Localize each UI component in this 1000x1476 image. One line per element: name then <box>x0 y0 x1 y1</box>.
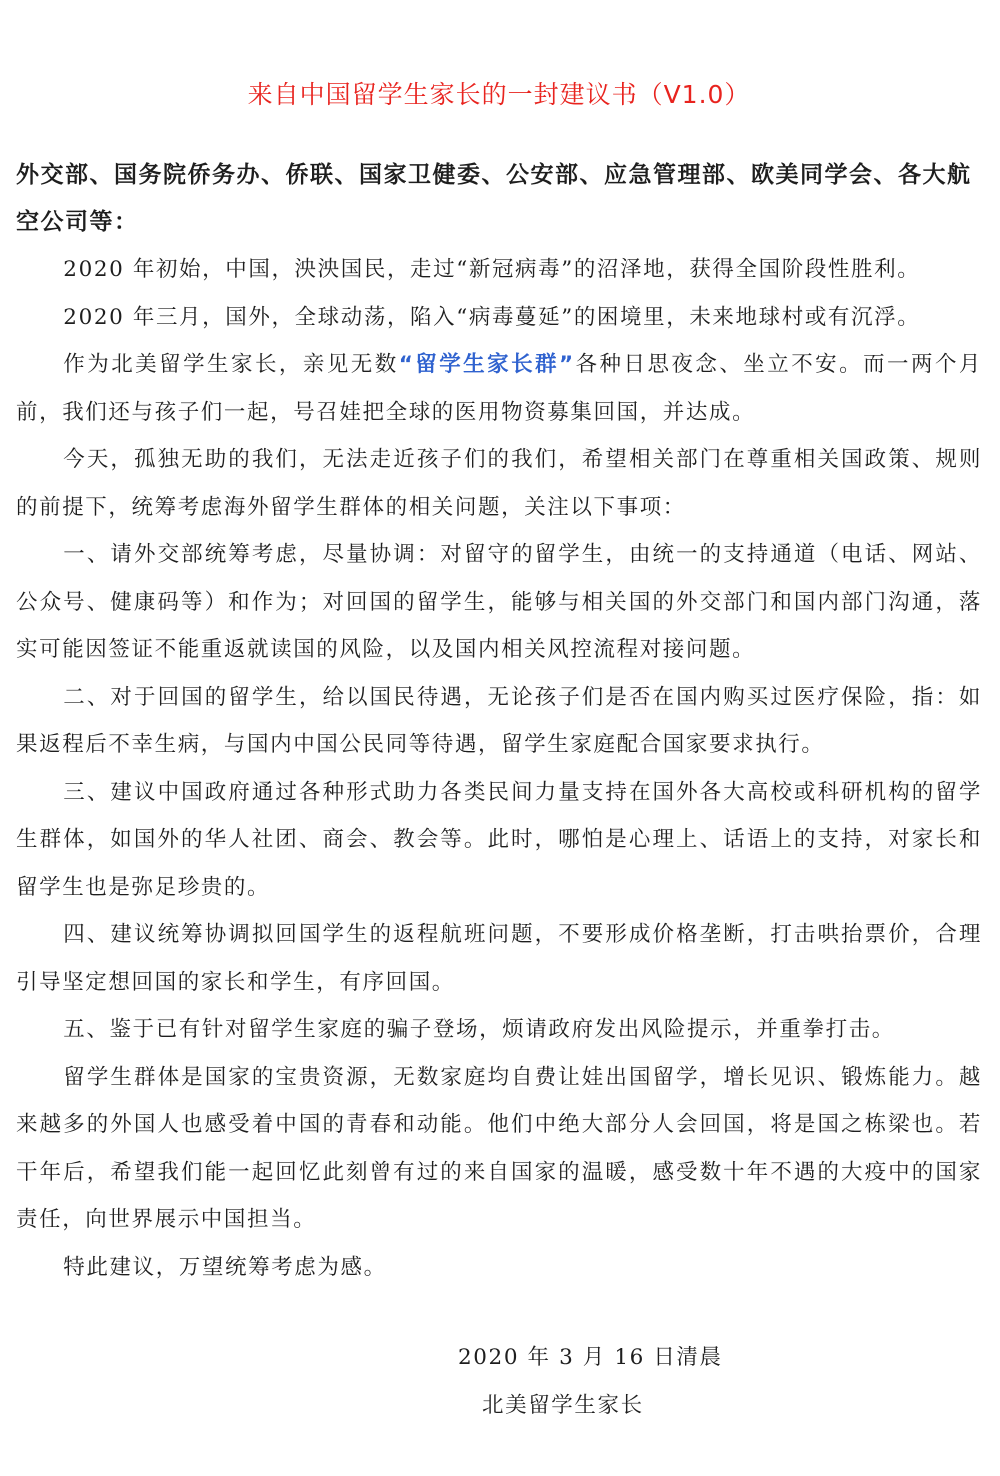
suggestion-5: 五、鉴于已有针对留学生家庭的骗子登场，烦请政府发出风险提示，并重拳打击。 <box>63 1017 895 1042</box>
paragraph-2: 2020 年三月，国外，全球动荡，陷入“病毒蔓延”的困境里，未来地球村或有沉浮。 <box>63 304 921 330</box>
paragraph-3-text-after: 各种日思夜念、坐立不安。而一两个月前，我们还与孩子们一起，号召娃把全球的医用物资募集回国，并达成。 <box>16 352 983 425</box>
suggestion-2: 二、对于回国的留学生，给以国民待遇，无论孩子们是否在国内购买过医疗保险，指：如果返程后不幸生病，与国内中国公民同等待遇，留学生家庭配合国家要求执行。 <box>16 684 982 757</box>
suggestion-4: 四、建议统筹协调拟回国学生的返程航班问题，不要形成价格垄断，打击哄抬票价，合理引导坚定想回国的家长和学生，有序回国。 <box>16 922 982 995</box>
closing-paragraph: 留学生群体是国家的宝贵资源，无数家庭均自费让娃出国留学，增长见识、锻炼能力。越来越多的外国人也感受着中国的青春和动能。他们中绝大部分人会回国，将是国之栋梁也。若干年后，希望我们能一起回忆此刻曾有过的来自国家的温暖，感受数十年不遇的大疫中的国家责任，向世界展示中国担当。 <box>16 1064 982 1232</box>
signature-author: 北美留学生家长 <box>482 1393 644 1418</box>
paragraph-3-text-before: 作为北美留学生家长，亲见无数 <box>63 352 399 377</box>
parents-group-highlight: “留学生家长群” <box>398 352 575 377</box>
suggestion-3: 三、建议中国政府通过各种形式助力各类民间力量支持在国外各大高校或科研机构的留学生群体，如国外的华人社团、商会、教会等。此时，哪怕是心理上、话语上的支持，对家长和留学生也是弥足珍贵的。 <box>16 779 982 900</box>
paragraph-4: 今天，孤独无助的我们，无法走近孩子们的我们，希望相关部门在尊重相关国政策、规则的前提下，统筹考虑海外留学生群体的相关问题，关注以下事项： <box>16 447 982 520</box>
letter-title: 来自中国留学生家长的一封建议书（V1.0） <box>247 80 751 109</box>
closing-remark: 特此建议，万望统筹考虑为感。 <box>63 1254 387 1280</box>
signature-date: 2020 年 3 月 16 日清晨 <box>458 1345 723 1370</box>
suggestion-1: 一、请外交部统筹考虑，尽量协调：对留守的留学生，由统一的支持通道（电话、网站、公众号、健康码等）和作为；对回国的留学生，能够与相关国的外交部门和国内部门沟通，落实可能因签证不能重返就读国的风险，以及国内相关风控流程对接问题。 <box>16 542 982 662</box>
recipients-line: 外交部、国务院侨务办、侨联、国家卫健委、公安部、应急管理部、欧美同学会、各大航空公司等： <box>16 162 972 235</box>
paragraph-1: 2020 年初始，中国，泱泱国民，走过“新冠病毒”的沼泽地，获得全国阶段性胜利。 <box>63 257 921 282</box>
paragraph-3 <box>16 341 982 436</box>
